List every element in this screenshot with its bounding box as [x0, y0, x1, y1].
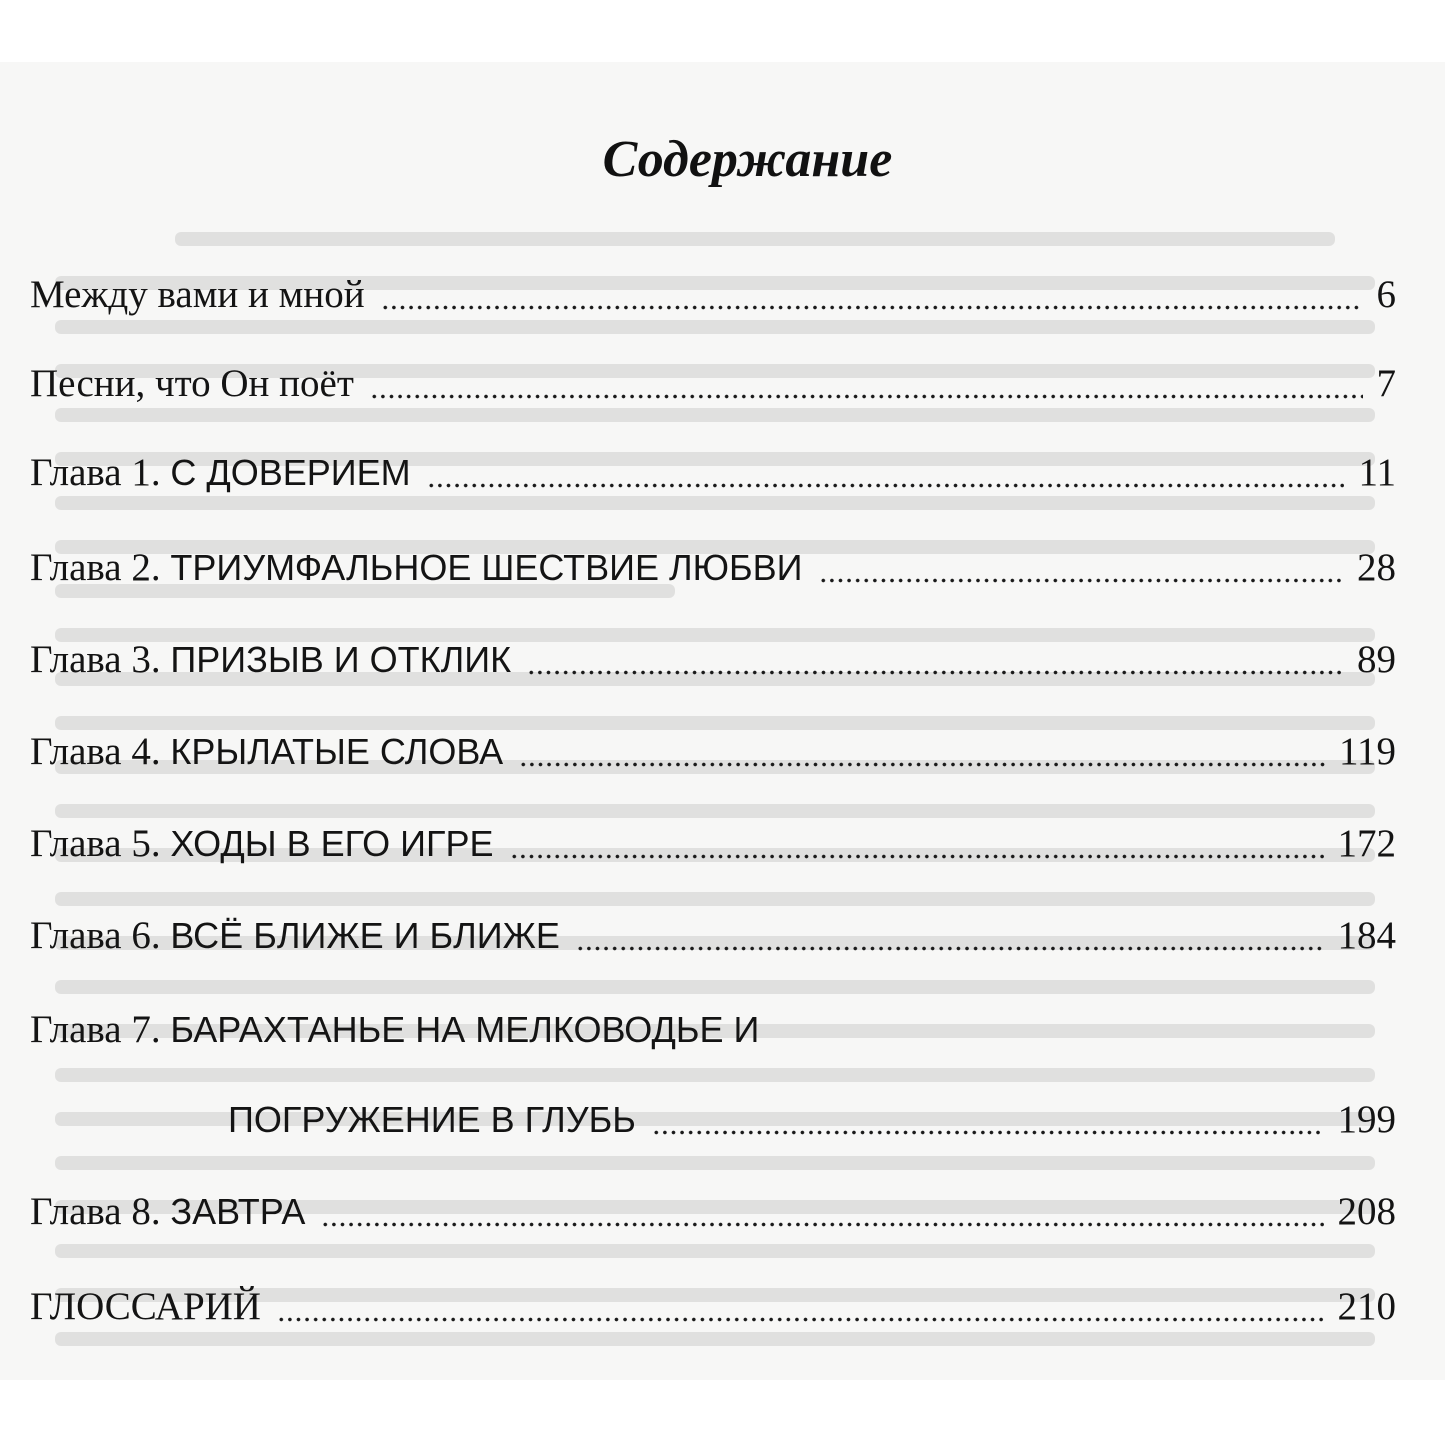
- toc-entry[interactable]: [30, 265, 1396, 325]
- chapter-number: Глава 2.: [30, 546, 171, 589]
- toc-page-number: 11: [1358, 451, 1396, 494]
- toc-entry[interactable]: [30, 630, 1396, 690]
- dot-leader: [652, 1130, 1324, 1135]
- dot-leader: [370, 394, 1363, 399]
- toc-page-number: 199: [1337, 1098, 1396, 1141]
- toc-entry[interactable]: [30, 1277, 1396, 1337]
- chapter-title: ВСЁ БЛИЖЕ И БЛИЖЕ: [170, 915, 560, 956]
- toc-entry[interactable]: [30, 906, 1396, 966]
- chapter-title-continued: ПОГРУЖЕНИЕ В ГЛУБЬ: [228, 1099, 636, 1140]
- chapter-title: ЗАВТРА: [170, 1191, 306, 1232]
- chapter-number: Глава 7.: [30, 1008, 171, 1051]
- dot-leader: [519, 762, 1325, 767]
- toc-list: [0, 62, 1445, 1380]
- toc-entry-title: ГЛОССАРИЙ: [30, 1285, 261, 1328]
- toc-entry[interactable]: [30, 443, 1396, 503]
- chapter-title: С ДОВЕРИЕМ: [170, 452, 411, 493]
- toc-page-number: 119: [1338, 730, 1396, 773]
- dot-leader: [819, 578, 1343, 583]
- toc-page-number: 89: [1357, 638, 1396, 681]
- dot-leader: [381, 305, 1363, 310]
- chapter-number: Глава 1.: [30, 451, 171, 494]
- chapter-title: ПРИЗЫВ И ОТКЛИК: [170, 639, 512, 680]
- toc-entry[interactable]: [30, 1000, 759, 1060]
- page-title: Содержание: [602, 131, 893, 188]
- chapter-title: КРЫЛАТЫЕ СЛОВА: [170, 731, 504, 772]
- dot-leader: [277, 1317, 1324, 1322]
- dot-leader: [527, 670, 1343, 675]
- book-page: [0, 62, 1445, 1380]
- toc-entry-title: Песни, что Он поёт: [30, 362, 354, 405]
- chapter-number: Глава 5.: [30, 822, 171, 865]
- chapter-title: БАРАХТАНЬЕ НА МЕЛКОВОДЬЕ И: [170, 1009, 760, 1050]
- chapter-number: Глава 8.: [30, 1190, 171, 1233]
- dot-leader: [576, 946, 1324, 951]
- dot-leader: [427, 483, 1345, 488]
- toc-page-number: 172: [1337, 822, 1396, 865]
- toc-entry[interactable]: [30, 1182, 1396, 1242]
- toc-page-number: 208: [1337, 1190, 1396, 1233]
- toc-page-number: 6: [1376, 273, 1396, 316]
- chapter-number: Глава 6.: [30, 914, 171, 957]
- toc-page-number: 184: [1337, 914, 1396, 957]
- chapter-title: ХОДЫ В ЕГО ИГРЕ: [170, 823, 494, 864]
- toc-entry[interactable]: [30, 814, 1396, 874]
- dot-leader: [510, 854, 1324, 859]
- toc-page-number: 210: [1337, 1285, 1396, 1328]
- chapter-title: ТРИУМФАЛЬНОЕ ШЕСТВИЕ ЛЮБВИ: [170, 547, 803, 588]
- toc-entry-continuation[interactable]: [228, 1090, 1396, 1150]
- chapter-number: Глава 4.: [30, 730, 171, 773]
- toc-entry[interactable]: [30, 538, 1396, 598]
- toc-entry-title: Между вами и мной: [30, 273, 365, 316]
- toc-page-number: 28: [1357, 546, 1396, 589]
- chapter-number: Глава 3.: [30, 638, 171, 681]
- dot-leader: [321, 1222, 1323, 1227]
- toc-entry[interactable]: [30, 354, 1396, 414]
- toc-entry[interactable]: [30, 722, 1396, 782]
- toc-page-number: 7: [1376, 362, 1396, 405]
